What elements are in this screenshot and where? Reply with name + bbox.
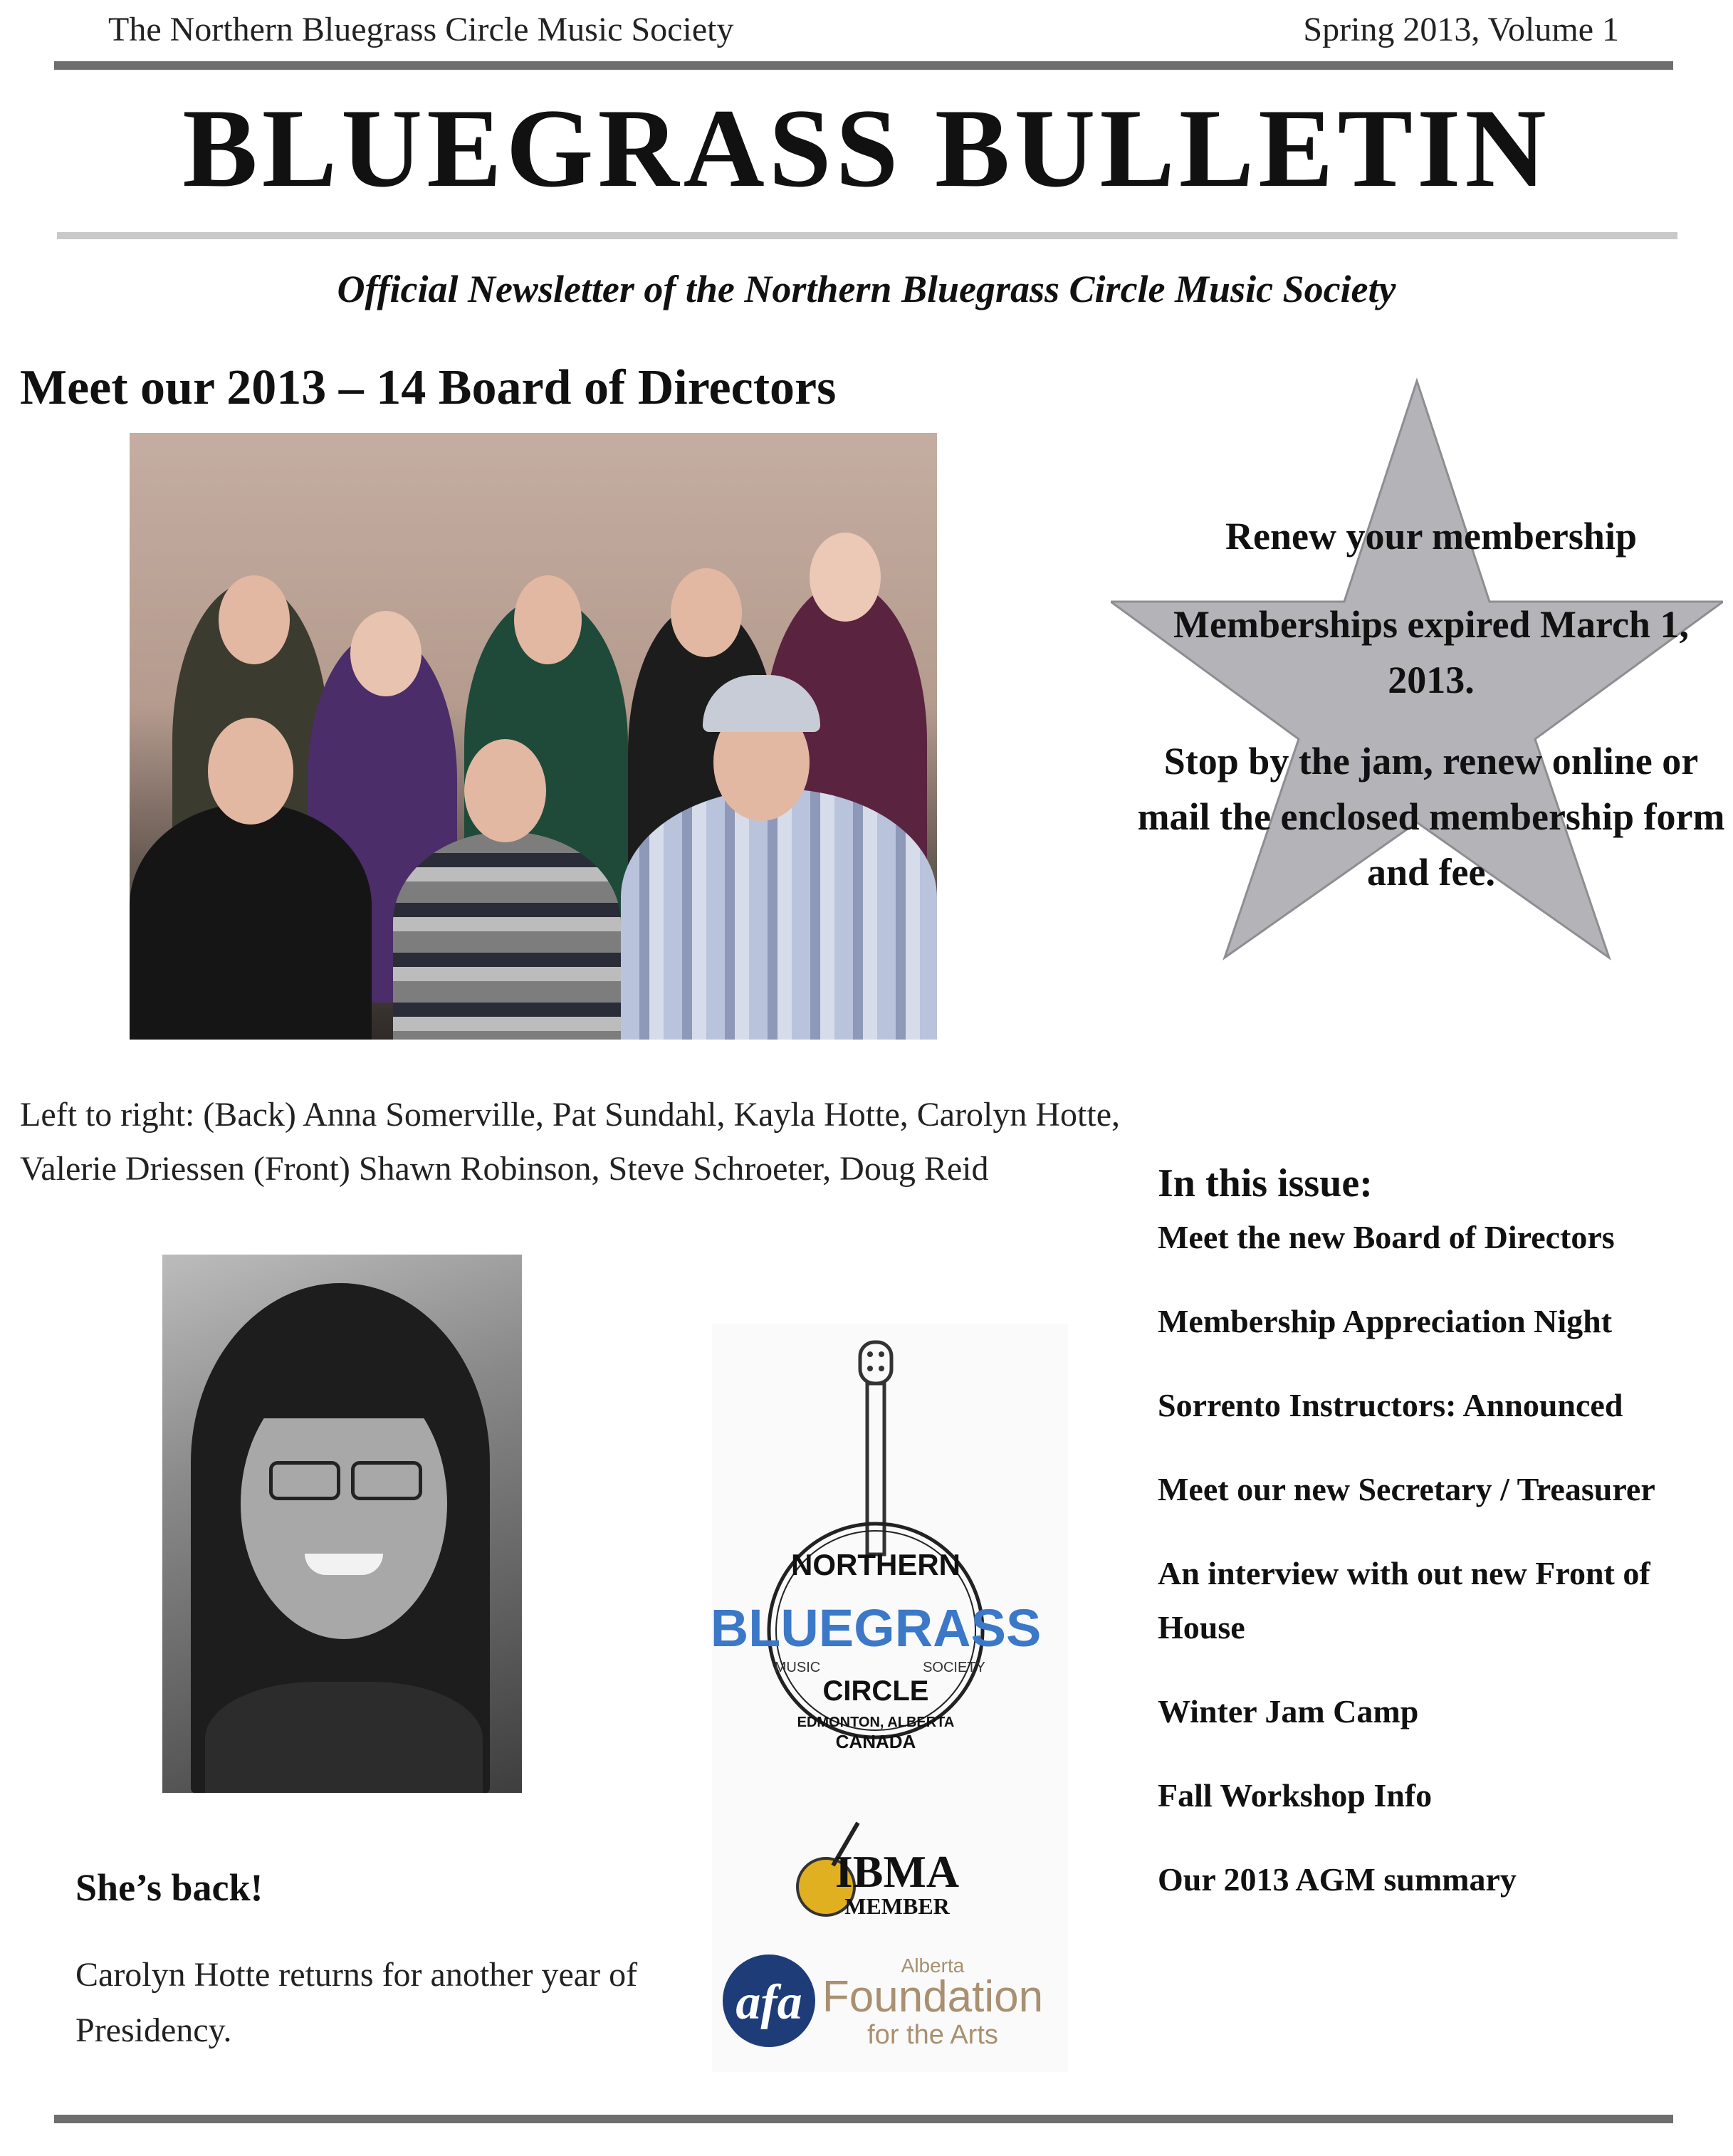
logo-panel <box>712 1324 1068 2072</box>
afa-line3-text: for the Arts <box>867 2020 998 2050</box>
ibma-text: IBMA <box>834 1846 960 1897</box>
svg-text:afa: afa <box>735 1975 802 2030</box>
renew-instructions: Stop by the jam, renew online or mail the enclosed membership form and fee. <box>1137 740 1725 894</box>
issue-item: Meet the new Board of Directors <box>1158 1219 1615 1255</box>
afa-line1-text: Alberta <box>901 1954 965 1977</box>
bottom-rule <box>54 2115 1673 2123</box>
president-photo <box>162 1255 522 1793</box>
renew-expired: Memberships expired March 1, 2013. <box>1173 603 1689 701</box>
board-section-title: Meet our 2013 – 14 Board of Directors <box>20 360 837 415</box>
board-caption: Left to right: (Back) Anna Somerville, Pat Sundahl, Kayla Hotte, Carolyn Hotte, Valerie Driessen (Front) Shawn Robinson, Steve Schroeter, Doug Reid <box>20 1096 1121 1188</box>
afa-line2-text: Foundation <box>822 1972 1044 2021</box>
in-this-issue-heading: In this issue: <box>1158 1161 1373 1205</box>
masthead-rule <box>57 232 1677 239</box>
nbc-country-text: CANADA <box>835 1731 916 1752</box>
sponsor-logos <box>712 1324 1068 2072</box>
president-text: Carolyn Hotte returns for another year of Presidency. <box>75 1956 638 2049</box>
nbc-music-text: MUSIC <box>774 1660 821 1675</box>
issue-item: An interview with out new Front of House <box>1158 1555 1650 1645</box>
masthead-title: BLUEGRASS BULLETIN <box>182 86 1551 211</box>
top-rule <box>54 61 1673 70</box>
nbc-location-text: EDMONTON, ALBERTA <box>797 1715 955 1730</box>
nbc-main-text: BLUEGRASS <box>712 1598 1042 1658</box>
nbc-society-text: SOCIETY <box>923 1660 985 1675</box>
issue-item: Fall Workshop Info <box>1158 1777 1433 1814</box>
issue-item: Meet our new Secretary / Treasurer <box>1158 1471 1655 1507</box>
issue-item: Membership Appreciation Night <box>1158 1303 1613 1339</box>
header-issue: Spring 2013, Volume 1 <box>1303 11 1619 48</box>
afa-logo-icon <box>723 1954 815 2047</box>
issue-item: Winter Jam Camp <box>1158 1693 1419 1729</box>
nbc-circle-text: CIRCLE <box>822 1675 929 1707</box>
issue-item: Our 2013 AGM summary <box>1158 1861 1517 1898</box>
header-society: The Northern Bluegrass Circle Music Society <box>108 11 734 48</box>
board-photo <box>130 433 937 1040</box>
issue-item: Sorrento Instructors: Announced <box>1158 1387 1623 1423</box>
president-heading: She’s back! <box>75 1866 263 1909</box>
in-this-issue-list <box>1158 1210 1720 1937</box>
renew-title: Renew your membership <box>1225 515 1637 558</box>
tagline: Official Newsletter of the Northern Bluegrass Circle Music Society <box>337 268 1396 310</box>
nbc-top-text: NORTHERN <box>791 1548 960 1581</box>
ibma-member-text: MEMBER <box>844 1893 950 1919</box>
